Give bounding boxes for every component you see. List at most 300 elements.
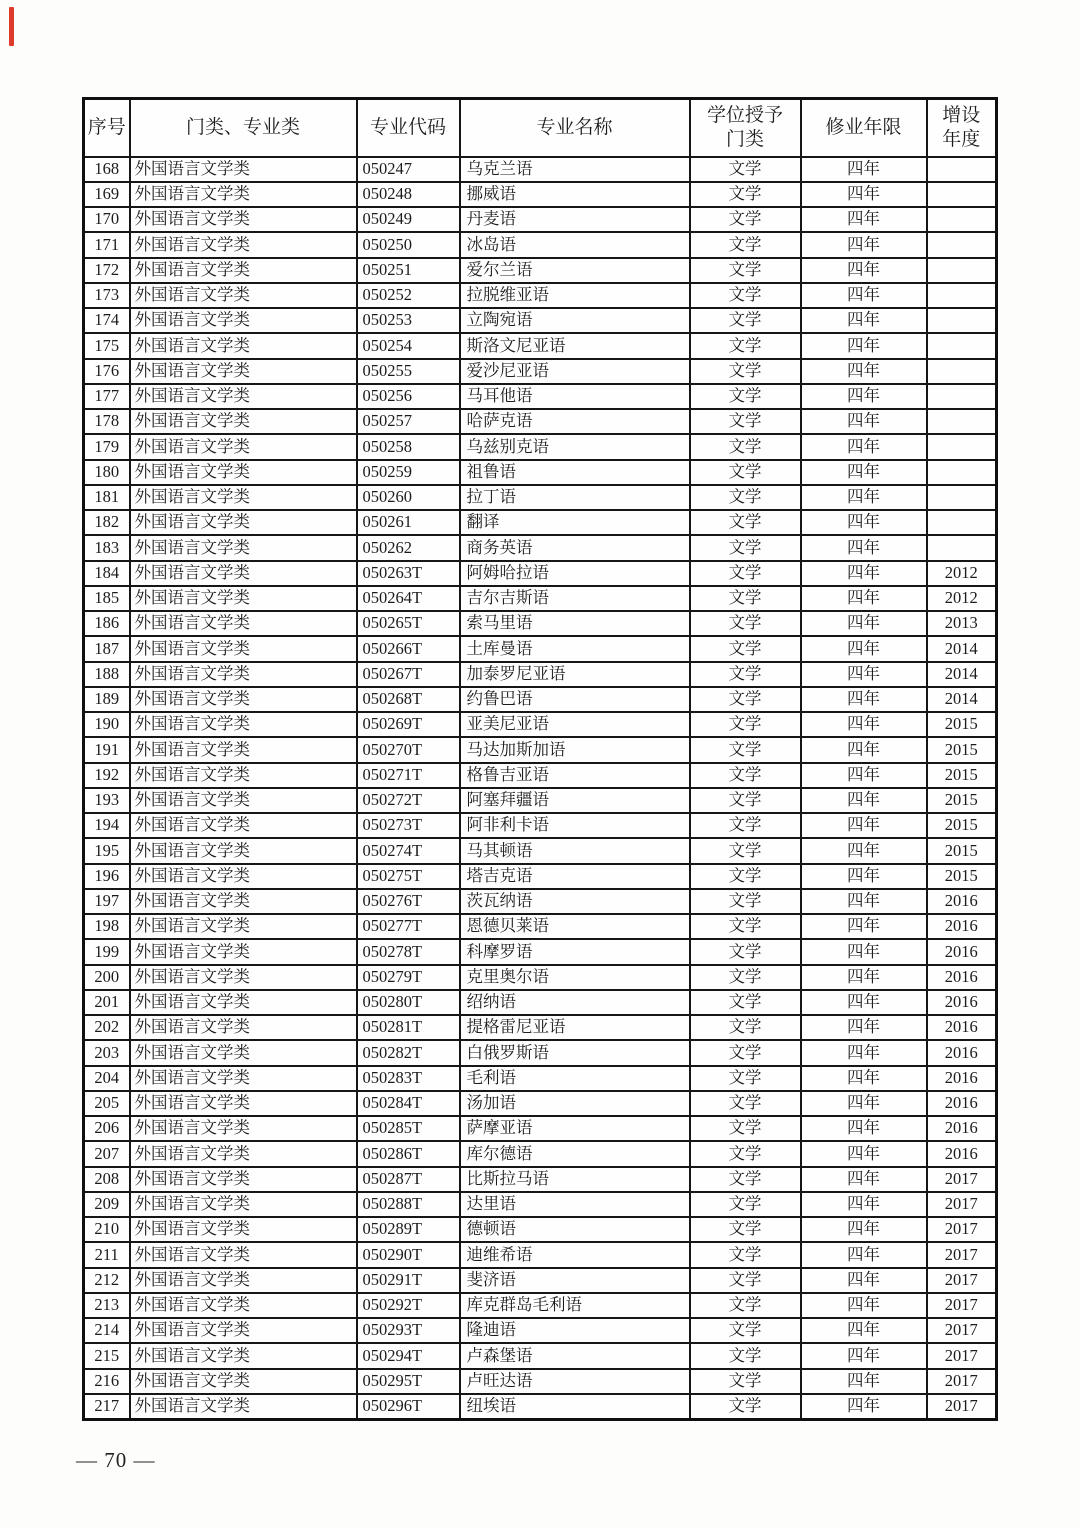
cell-year-added	[927, 434, 997, 459]
cell-serial: 213	[84, 1293, 130, 1318]
cell-degree-category: 文学	[690, 611, 801, 636]
cell-degree-category: 文学	[690, 409, 801, 434]
table-row	[84, 586, 997, 611]
cell-major-code: 050249	[357, 207, 460, 232]
cell-degree-category: 文学	[690, 535, 801, 560]
cell-degree-category: 文学	[690, 333, 801, 358]
cell-degree-category: 文学	[690, 157, 801, 182]
cell-degree-category: 文学	[690, 561, 801, 586]
cell-serial: 193	[84, 788, 130, 813]
cell-year-added: 2016	[927, 939, 997, 964]
cell-category: 外国语言文学类	[130, 838, 357, 863]
cell-major-name: 乌兹别克语	[460, 434, 690, 459]
cell-major-name: 比斯拉马语	[460, 1167, 690, 1192]
cell-serial: 188	[84, 662, 130, 687]
cell-category: 外国语言文学类	[130, 434, 357, 459]
cell-category: 外国语言文学类	[130, 586, 357, 611]
cell-major-code: 050259	[357, 460, 460, 485]
cell-major-code: 050296T	[357, 1394, 460, 1419]
cell-year-added: 2016	[927, 1040, 997, 1065]
cell-study-years: 四年	[801, 1318, 927, 1343]
table-row	[84, 662, 997, 687]
cell-serial: 217	[84, 1394, 130, 1419]
cell-major-code: 050272T	[357, 788, 460, 813]
cell-major-name: 白俄罗斯语	[460, 1040, 690, 1065]
table-row	[84, 965, 997, 990]
table-row	[84, 1242, 997, 1267]
cell-study-years: 四年	[801, 1040, 927, 1065]
cell-major-code: 050268T	[357, 687, 460, 712]
cell-study-years: 四年	[801, 333, 927, 358]
cell-serial: 206	[84, 1116, 130, 1141]
cell-category: 外国语言文学类	[130, 1066, 357, 1091]
cell-serial: 191	[84, 737, 130, 762]
cell-degree-category: 文学	[690, 1293, 801, 1318]
cell-year-added: 2016	[927, 914, 997, 939]
cell-major-code: 050248	[357, 182, 460, 207]
cell-major-code: 050277T	[357, 914, 460, 939]
cell-serial: 182	[84, 510, 130, 535]
cell-major-code: 050261	[357, 510, 460, 535]
cell-major-name: 迪维希语	[460, 1242, 690, 1267]
cell-study-years: 四年	[801, 460, 927, 485]
header-major-name-label: 专业名称	[536, 116, 613, 138]
cell-year-added	[927, 333, 997, 358]
cell-degree-category: 文学	[690, 1015, 801, 1040]
table-row	[84, 611, 997, 636]
cell-year-added	[927, 460, 997, 485]
cell-degree-category: 文学	[690, 763, 801, 788]
cell-degree-category: 文学	[690, 662, 801, 687]
cell-serial: 170	[84, 207, 130, 232]
cell-study-years: 四年	[801, 561, 927, 586]
cell-year-added: 2015	[927, 813, 997, 838]
cell-year-added	[927, 485, 997, 510]
cell-major-code: 050255	[357, 359, 460, 384]
table-row	[84, 1192, 997, 1217]
cell-degree-category: 文学	[690, 1040, 801, 1065]
cell-category: 外国语言文学类	[130, 965, 357, 990]
cell-degree-category: 文学	[690, 990, 801, 1015]
table-header	[84, 99, 997, 157]
cell-serial: 190	[84, 712, 130, 737]
table-row	[84, 561, 997, 586]
cell-serial: 214	[84, 1318, 130, 1343]
cell-serial: 201	[84, 990, 130, 1015]
cell-degree-category: 文学	[690, 965, 801, 990]
cell-serial: 215	[84, 1343, 130, 1368]
cell-serial: 205	[84, 1091, 130, 1116]
cell-year-added: 2017	[927, 1192, 997, 1217]
cell-major-name: 克里奥尔语	[460, 965, 690, 990]
table-row	[84, 434, 997, 459]
cell-serial: 186	[84, 611, 130, 636]
cell-major-code: 050283T	[357, 1066, 460, 1091]
cell-category: 外国语言文学类	[130, 687, 357, 712]
majors-table	[82, 97, 998, 1421]
cell-degree-category: 文学	[690, 1141, 801, 1166]
cell-major-code: 050288T	[357, 1192, 460, 1217]
cell-category: 外国语言文学类	[130, 409, 357, 434]
cell-category: 外国语言文学类	[130, 359, 357, 384]
header-category-label: 门类、专业类	[185, 116, 300, 138]
cell-year-added: 2016	[927, 965, 997, 990]
cell-serial: 195	[84, 838, 130, 863]
table-row	[84, 1343, 997, 1368]
table-row	[84, 1167, 997, 1192]
cell-year-added: 2016	[927, 1141, 997, 1166]
cell-major-code: 050267T	[357, 662, 460, 687]
cell-major-name: 阿塞拜疆语	[460, 788, 690, 813]
cell-year-added: 2015	[927, 737, 997, 762]
cell-year-added: 2017	[927, 1242, 997, 1267]
cell-major-code: 050285T	[357, 1116, 460, 1141]
cell-study-years: 四年	[801, 813, 927, 838]
cell-year-added	[927, 409, 997, 434]
cell-serial: 198	[84, 914, 130, 939]
table-row	[84, 1141, 997, 1166]
cell-year-added: 2016	[927, 1091, 997, 1116]
cell-study-years: 四年	[801, 535, 927, 560]
cell-category: 外国语言文学类	[130, 1217, 357, 1242]
cell-major-code: 050280T	[357, 990, 460, 1015]
cell-serial: 209	[84, 1192, 130, 1217]
cell-year-added	[927, 510, 997, 535]
table-row	[84, 333, 997, 358]
cell-serial: 185	[84, 586, 130, 611]
cell-degree-category: 文学	[690, 182, 801, 207]
cell-study-years: 四年	[801, 283, 927, 308]
cell-degree-category: 文学	[690, 1343, 801, 1368]
cell-major-code: 050266T	[357, 636, 460, 661]
cell-degree-category: 文学	[690, 1091, 801, 1116]
cell-major-name: 祖鲁语	[460, 460, 690, 485]
cell-degree-category: 文学	[690, 1394, 801, 1419]
cell-degree-category: 文学	[690, 207, 801, 232]
cell-serial: 212	[84, 1268, 130, 1293]
cell-major-name: 卢旺达语	[460, 1369, 690, 1394]
cell-degree-category: 文学	[690, 687, 801, 712]
cell-major-name: 恩德贝莱语	[460, 914, 690, 939]
table-row	[84, 1268, 997, 1293]
cell-degree-category: 文学	[690, 1167, 801, 1192]
cell-category: 外国语言文学类	[130, 1394, 357, 1419]
cell-study-years: 四年	[801, 182, 927, 207]
cell-major-name: 翻译	[460, 510, 690, 535]
cell-year-added	[927, 232, 997, 257]
cell-year-added	[927, 157, 997, 182]
table-row	[84, 283, 997, 308]
table-row	[84, 409, 997, 434]
cell-serial: 176	[84, 359, 130, 384]
cell-degree-category: 文学	[690, 1066, 801, 1091]
cell-serial: 171	[84, 232, 130, 257]
cell-major-name: 丹麦语	[460, 207, 690, 232]
table-row	[84, 384, 997, 409]
cell-serial: 174	[84, 308, 130, 333]
cell-major-name: 萨摩亚语	[460, 1116, 690, 1141]
cell-serial: 199	[84, 939, 130, 964]
cell-year-added: 2017	[927, 1217, 997, 1242]
cell-category: 外国语言文学类	[130, 561, 357, 586]
cell-study-years: 四年	[801, 788, 927, 813]
cell-serial: 197	[84, 889, 130, 914]
cell-year-added: 2014	[927, 662, 997, 687]
cell-category: 外国语言文学类	[130, 258, 357, 283]
cell-major-name: 加泰罗尼亚语	[460, 662, 690, 687]
cell-study-years: 四年	[801, 889, 927, 914]
cell-category: 外国语言文学类	[130, 1167, 357, 1192]
cell-degree-category: 文学	[690, 1242, 801, 1267]
cell-major-code: 050260	[357, 485, 460, 510]
cell-major-code: 050271T	[357, 763, 460, 788]
cell-major-code: 050275T	[357, 864, 460, 889]
table-row	[84, 1066, 997, 1091]
cell-major-name: 马其顿语	[460, 838, 690, 863]
cell-study-years: 四年	[801, 359, 927, 384]
header-study-years	[801, 99, 927, 157]
cell-study-years: 四年	[801, 1268, 927, 1293]
cell-degree-category: 文学	[690, 712, 801, 737]
cell-degree-category: 文学	[690, 586, 801, 611]
cell-study-years: 四年	[801, 485, 927, 510]
cell-category: 外国语言文学类	[130, 662, 357, 687]
header-study-years-label: 修业年限	[825, 116, 902, 138]
cell-major-code: 050290T	[357, 1242, 460, 1267]
cell-category: 外国语言文学类	[130, 636, 357, 661]
cell-year-added: 2015	[927, 712, 997, 737]
cell-year-added: 2016	[927, 1066, 997, 1091]
header-year-added-label: 增设年度	[942, 105, 981, 150]
cell-major-code: 050294T	[357, 1343, 460, 1368]
cell-study-years: 四年	[801, 1167, 927, 1192]
cell-major-name: 爱沙尼亚语	[460, 359, 690, 384]
cell-major-name: 拉丁语	[460, 485, 690, 510]
header-serial	[84, 99, 130, 157]
cell-major-code: 050257	[357, 409, 460, 434]
cell-major-code: 050270T	[357, 737, 460, 762]
cell-major-code: 050265T	[357, 611, 460, 636]
cell-degree-category: 文学	[690, 460, 801, 485]
cell-study-years: 四年	[801, 1293, 927, 1318]
table-row	[84, 1369, 997, 1394]
cell-serial: 208	[84, 1167, 130, 1192]
table-row	[84, 460, 997, 485]
cell-category: 外国语言文学类	[130, 914, 357, 939]
cell-study-years: 四年	[801, 1217, 927, 1242]
cell-major-name: 纽埃语	[460, 1394, 690, 1419]
table-row	[84, 1318, 997, 1343]
cell-study-years: 四年	[801, 1394, 927, 1419]
cell-year-added	[927, 283, 997, 308]
cell-major-code: 050279T	[357, 965, 460, 990]
table-row	[84, 687, 997, 712]
cell-year-added	[927, 359, 997, 384]
cell-major-code: 050276T	[357, 889, 460, 914]
cell-degree-category: 文学	[690, 283, 801, 308]
cell-major-code: 050250	[357, 232, 460, 257]
cell-degree-category: 文学	[690, 864, 801, 889]
table-row	[84, 763, 997, 788]
cell-category: 外国语言文学类	[130, 1015, 357, 1040]
cell-category: 外国语言文学类	[130, 1343, 357, 1368]
cell-category: 外国语言文学类	[130, 813, 357, 838]
cell-study-years: 四年	[801, 1015, 927, 1040]
cell-major-name: 毛利语	[460, 1066, 690, 1091]
cell-major-name: 拉脱维亚语	[460, 283, 690, 308]
header-serial-label: 序号	[87, 116, 126, 138]
cell-major-code: 050278T	[357, 939, 460, 964]
cell-major-name: 冰岛语	[460, 232, 690, 257]
cell-major-name: 达里语	[460, 1192, 690, 1217]
cell-year-added: 2017	[927, 1167, 997, 1192]
cell-major-name: 爱尔兰语	[460, 258, 690, 283]
cell-category: 外国语言文学类	[130, 460, 357, 485]
cell-category: 外国语言文学类	[130, 1040, 357, 1065]
cell-serial: 189	[84, 687, 130, 712]
cell-study-years: 四年	[801, 737, 927, 762]
header-major-code-label: 专业代码	[369, 116, 446, 138]
cell-year-added: 2015	[927, 838, 997, 863]
table-row	[84, 737, 997, 762]
cell-year-added: 2012	[927, 561, 997, 586]
cell-degree-category: 文学	[690, 510, 801, 535]
cell-category: 外国语言文学类	[130, 712, 357, 737]
cell-category: 外国语言文学类	[130, 1318, 357, 1343]
cell-major-code: 050287T	[357, 1167, 460, 1192]
table-row	[84, 636, 997, 661]
cell-degree-category: 文学	[690, 737, 801, 762]
cell-study-years: 四年	[801, 586, 927, 611]
cell-major-name: 隆迪语	[460, 1318, 690, 1343]
cell-study-years: 四年	[801, 232, 927, 257]
cell-major-name: 库尔德语	[460, 1141, 690, 1166]
cell-degree-category: 文学	[690, 434, 801, 459]
table-row	[84, 1116, 997, 1141]
cell-category: 外国语言文学类	[130, 939, 357, 964]
cell-category: 外国语言文学类	[130, 1369, 357, 1394]
table-row	[84, 182, 997, 207]
table-row	[84, 1394, 997, 1419]
cell-study-years: 四年	[801, 1242, 927, 1267]
cell-degree-category: 文学	[690, 788, 801, 813]
cell-study-years: 四年	[801, 939, 927, 964]
header-year-added	[927, 99, 997, 157]
table-row	[84, 232, 997, 257]
cell-degree-category: 文学	[690, 359, 801, 384]
cell-study-years: 四年	[801, 510, 927, 535]
header-major-code	[357, 99, 460, 157]
table-row	[84, 1217, 997, 1242]
cell-major-name: 马达加斯加语	[460, 737, 690, 762]
cell-study-years: 四年	[801, 207, 927, 232]
cell-study-years: 四年	[801, 434, 927, 459]
cell-year-added	[927, 182, 997, 207]
cell-major-code: 050292T	[357, 1293, 460, 1318]
cell-major-name: 约鲁巴语	[460, 687, 690, 712]
cell-degree-category: 文学	[690, 813, 801, 838]
table-row	[84, 510, 997, 535]
table-row	[84, 864, 997, 889]
cell-category: 外国语言文学类	[130, 207, 357, 232]
cell-category: 外国语言文学类	[130, 1116, 357, 1141]
cell-major-name: 汤加语	[460, 1091, 690, 1116]
cell-study-years: 四年	[801, 1141, 927, 1166]
table-row	[84, 535, 997, 560]
cell-major-name: 卢森堡语	[460, 1343, 690, 1368]
cell-serial: 180	[84, 460, 130, 485]
cell-category: 外国语言文学类	[130, 990, 357, 1015]
cell-degree-category: 文学	[690, 838, 801, 863]
cell-degree-category: 文学	[690, 914, 801, 939]
cell-year-added	[927, 207, 997, 232]
cell-major-name: 商务英语	[460, 535, 690, 560]
cell-major-code: 050254	[357, 333, 460, 358]
cell-study-years: 四年	[801, 611, 927, 636]
cell-major-name: 阿非利卡语	[460, 813, 690, 838]
cell-study-years: 四年	[801, 662, 927, 687]
cell-major-code: 050286T	[357, 1141, 460, 1166]
cell-serial: 194	[84, 813, 130, 838]
cell-study-years: 四年	[801, 965, 927, 990]
cell-year-added: 2015	[927, 864, 997, 889]
cell-category: 外国语言文学类	[130, 1293, 357, 1318]
table-row	[84, 1015, 997, 1040]
cell-degree-category: 文学	[690, 308, 801, 333]
header-degree-category	[690, 99, 801, 157]
cell-degree-category: 文学	[690, 258, 801, 283]
cell-year-added	[927, 384, 997, 409]
cell-study-years: 四年	[801, 1066, 927, 1091]
cell-study-years: 四年	[801, 409, 927, 434]
cell-category: 外国语言文学类	[130, 1268, 357, 1293]
cell-major-name: 乌克兰语	[460, 157, 690, 182]
table-row	[84, 712, 997, 737]
table-row	[84, 1091, 997, 1116]
cell-year-added: 2014	[927, 687, 997, 712]
cell-study-years: 四年	[801, 763, 927, 788]
table-row	[84, 914, 997, 939]
cell-major-code: 050289T	[357, 1217, 460, 1242]
cell-study-years: 四年	[801, 1192, 927, 1217]
cell-category: 外国语言文学类	[130, 182, 357, 207]
cell-serial: 178	[84, 409, 130, 434]
cell-serial: 192	[84, 763, 130, 788]
cell-major-name: 索马里语	[460, 611, 690, 636]
cell-year-added: 2017	[927, 1318, 997, 1343]
cell-degree-category: 文学	[690, 1217, 801, 1242]
table-row	[84, 258, 997, 283]
cell-serial: 196	[84, 864, 130, 889]
cell-major-name: 提格雷尼亚语	[460, 1015, 690, 1040]
cell-serial: 179	[84, 434, 130, 459]
table-row	[84, 813, 997, 838]
cell-study-years: 四年	[801, 157, 927, 182]
cell-study-years: 四年	[801, 1369, 927, 1394]
cell-major-name: 马耳他语	[460, 384, 690, 409]
table-row	[84, 157, 997, 182]
table-row	[84, 308, 997, 333]
header-major-name	[460, 99, 690, 157]
cell-year-added: 2014	[927, 636, 997, 661]
cell-year-added: 2016	[927, 1015, 997, 1040]
cell-major-name: 茨瓦纳语	[460, 889, 690, 914]
table-row	[84, 889, 997, 914]
cell-year-added: 2017	[927, 1394, 997, 1419]
cell-year-added: 2015	[927, 788, 997, 813]
cell-year-added: 2017	[927, 1268, 997, 1293]
cell-degree-category: 文学	[690, 485, 801, 510]
